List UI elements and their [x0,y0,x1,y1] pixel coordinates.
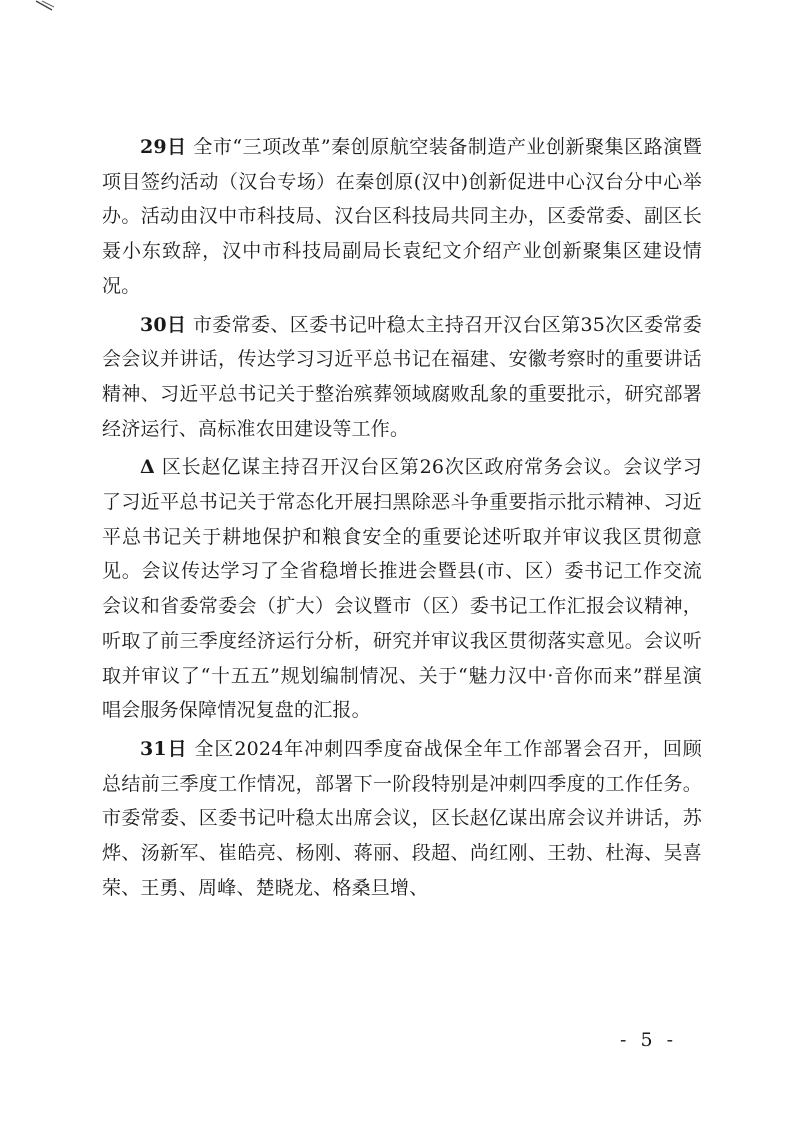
document-body [102,130,702,909]
entry-date: 31日 [140,737,188,760]
delta-marker: Δ [140,456,155,479]
page-number: - 5 - [619,1029,677,1051]
entry-text: 全市“三项改革”秦创原航空装备制造产业创新聚集区路演暨项目签约活动（汉台专场）在秦创原(汉中)创新促进中心汉台分中心举办。活动由汉中市科技局、汉台区科技局共同主办，区委常委、副区长聂小东致辞，汉中市科技局副局长袁纪文介绍产业创新聚集区建设情况。 [102,136,702,297]
paragraph-oct-31 [102,732,702,906]
corner-scan-mark [34,0,56,12]
entry-date: 29日 [140,136,187,158]
entry-text: 市委常委、区委书记叶稳太主持召开汉台区第35次区委常委会会议并讲话，传达学习习近平总书记在福建、安徽考察时的重要讲话精神、习近平总书记关于整治殡葬领域腐败乱象的重要批示，研究部署经济运行、高标准农田建设等工作。 [102,313,702,440]
entry-text: 全区2024年冲刺四季度奋战保全年工作部署会召开，回顾总结前三季度工作情况，部署下一阶段特别是冲刺四季度的工作任务。市委常委、区委书记叶稳太出席会议，区长赵亿谋出席会议并讲话，苏烨、汤新军、崔皓亮、杨刚、蒋丽、段超、尚红刚、王勃、杜海、吴喜荣、王勇、周峰、楚晓龙、格桑旦增、 [102,737,702,899]
paragraph-oct-30 [102,308,702,447]
paragraph-oct-29 [102,130,702,304]
entry-text: 区长赵亿谋主持召开汉台区第26次区政府常务会议。会议学习了习近平总书记关于常态化开展扫黑除恶斗争重要指示批示精神、习近平总书记关于耕地保护和粮食安全的重要论述听取并审议我区贯彻意见。会议传达学习了全省稳增长推进会暨县(市、区）委书记工作交流会议和省委常委会（扩大）会议暨市（区）委书记工作汇报会议精神，听取了前三季度经济运行分析，研究并审议我区贯彻落实意见。会议听取并审议了“十五五”规划编制情况、关于“魅力汉中·音你而来”群星演唱会服务保障情况复盘的汇报。 [102,456,702,722]
entry-date: 30日 [140,313,187,336]
paragraph-oct-30-delta [102,450,702,728]
